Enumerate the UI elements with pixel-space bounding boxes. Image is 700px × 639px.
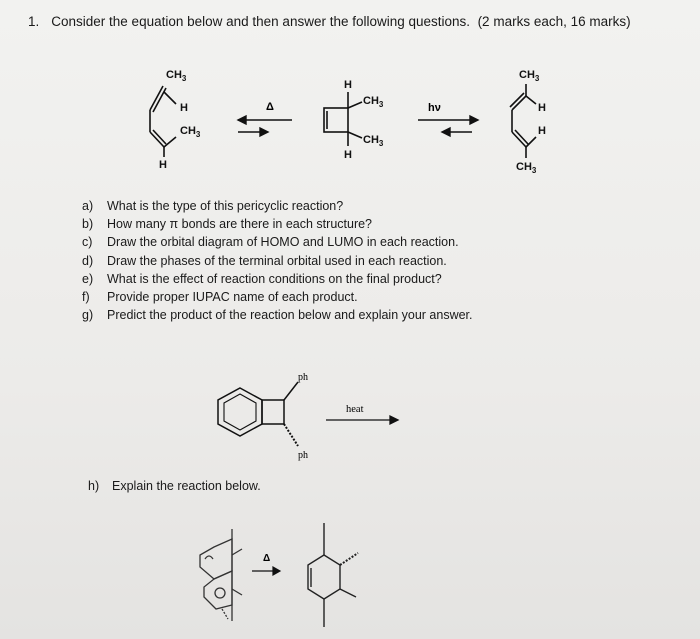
part-e: e) What is the effect of reaction conditions on the final product?	[82, 271, 442, 286]
center-h-top: H	[344, 79, 352, 91]
part-h: h) Explain the reaction below.	[88, 479, 261, 493]
center-h-bottom: H	[344, 149, 352, 161]
part-a: a) What is the type of this pericyclic reaction?	[82, 199, 344, 213]
question-parts-list	[82, 197, 473, 324]
heat-label: heat	[346, 404, 364, 415]
part-b: b) How many π bonds are there in each structure?	[82, 217, 373, 232]
cyclobutene-structure	[324, 92, 362, 146]
left-ch3-lower: $CH_3$	[180, 125, 201, 139]
left-diene-structure	[150, 86, 176, 157]
right-h-upper: H	[538, 102, 546, 114]
thermal-equilibrium-arrows	[238, 116, 292, 136]
right-ch3-top: $CH_3$	[519, 69, 540, 83]
left-ch3-top: $CH_3$	[166, 69, 187, 83]
part-g: g) Predict the product of the reaction below and explain your answer.	[82, 308, 473, 323]
electrocyclic-scheme	[0, 0, 700, 190]
part-c: c) Draw the orbital diagram of HOMO and LUMO in each reaction.	[82, 235, 459, 250]
question-text: Consider the equation below and then answer the following questions.	[51, 14, 471, 29]
center-ch3-bottom: $CH_3$	[363, 134, 384, 148]
hv-label: hν	[428, 102, 441, 114]
right-ch3-bottom: $CH_3$	[516, 161, 537, 175]
ph-bottom-label: ph	[298, 450, 308, 461]
reaction-g-scheme	[0, 360, 700, 490]
delta-arrow-h	[252, 567, 280, 575]
benzocyclobutene-structure	[218, 382, 298, 446]
right-diene-structure	[510, 84, 536, 158]
part-d: d) Draw the phases of the terminal orbital used in each reaction.	[82, 253, 447, 268]
left-h-bottom: H	[159, 159, 167, 171]
center-ch3-top: $CH_3$	[363, 95, 384, 109]
delta-label-left: Δ	[266, 101, 274, 113]
ph-top-label: ph	[298, 372, 308, 383]
delta-label-h: Δ	[263, 553, 271, 564]
heat-arrow	[326, 416, 398, 424]
reaction-h-scheme	[0, 509, 700, 639]
question-number: 1.	[28, 14, 40, 29]
cyclohexene-product-structure	[308, 523, 358, 627]
question-marks: (2 marks each, 16 marks)	[477, 14, 631, 29]
left-h-upper: H	[180, 102, 188, 114]
tricyclic-reactant-structure	[200, 529, 242, 621]
part-f: f) Provide proper IUPAC name of each product.	[82, 290, 358, 305]
right-h-lower: H	[538, 125, 546, 137]
photochemical-equilibrium-arrows	[418, 116, 478, 136]
